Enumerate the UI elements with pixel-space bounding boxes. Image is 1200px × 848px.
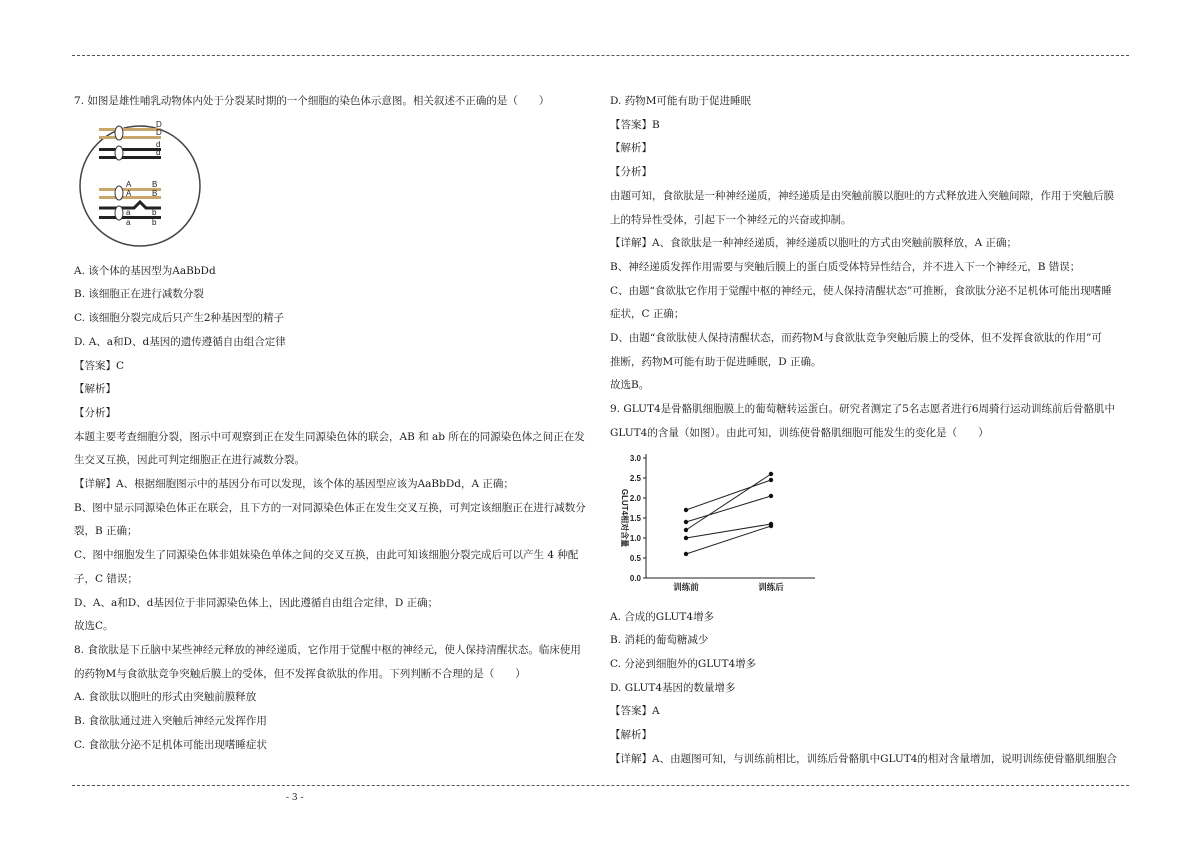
x-tick-label: 训练后 — [758, 581, 784, 592]
q8-option-d: D. 药物M可能有助于促进睡眠 — [610, 95, 751, 107]
q7-detail-line: D、A、a和D、d基因位于非同源染色体上，因此遵循自由组合定律，D 正确； — [74, 596, 439, 609]
q8-detail-line: D、由题“食欲肽使人保持清醒状态，而药物M与食欲肽竞争突触后膜上的受体，但不发挥食欲肽的作用”可 — [610, 332, 1102, 345]
q8-analysis-line: 由题可知，食欲肽是一种神经递质，神经递质是由突触前膜以胞吐的方式释放进入突触间隙，作用于突触后膜 — [610, 189, 1114, 202]
q7-detail-line: C、图中细胞发生了同源染色体非姐妹染色单体之间的交叉互换，由此可知该细胞分裂完成后可以产生 4 种配 — [74, 549, 579, 562]
data-point — [769, 471, 773, 475]
q8-analysis-line: 上的特异性受体，引起下一个神经元的兴奋或抑制。 — [610, 213, 852, 226]
gene-label: b — [152, 207, 157, 217]
page-number: - 3 - — [286, 793, 304, 803]
q9-detail-line: 【详解】A、由题图可知，与训练前相比，训练后骨骼肌中GLUT4的相对含量增加，说明训练使骨骼肌细胞合 — [610, 752, 1117, 765]
gene-label: b — [152, 217, 157, 227]
q7-detail-line: 【详解】A、根据细胞图示中的基因分布可以发现，该个体的基因型应该为AaBbDd，A 正确； — [74, 478, 514, 491]
data-point — [769, 477, 773, 481]
y-tick-label: 1.0 — [629, 533, 641, 543]
q8-answer: 【答案】B — [610, 118, 660, 131]
q7-fenxi-label: 【分析】 — [74, 406, 116, 419]
q9-option-b: B. 消耗的葡萄糖减少 — [610, 634, 709, 647]
gene-label: A — [126, 188, 132, 198]
gene-label: D — [156, 127, 162, 137]
q8-jiexi-label: 【解析】 — [610, 142, 652, 155]
q8-detail-line: 【详解】A、食欲肽是一种神经递质，神经递质以胞吐的方式由突触前膜释放，A 正确； — [610, 237, 1018, 250]
q8-fenxi-label: 【分析】 — [610, 166, 652, 179]
y-tick-label: 2.0 — [629, 493, 641, 503]
q9-option-d: D. GLUT4基因的数量增多 — [610, 681, 736, 694]
q7-detail-line: 裂，B 正确； — [74, 525, 138, 538]
data-point — [684, 527, 688, 531]
header-rule — [72, 55, 1129, 56]
q8-detail-line: C、由题“食欲肽它作用于觉醒中枢的神经元，使人保持清醒状态”可推断，食欲肽分泌不足机体可能出现嗜睡 — [610, 284, 1112, 297]
y-tick-label: 1.5 — [629, 513, 641, 523]
q7-jiexi-label: 【解析】 — [74, 383, 116, 396]
data-point — [769, 523, 773, 527]
y-tick-label: 2.5 — [629, 473, 641, 483]
q7-option-a: A. 该个体的基因型为AaBbDd — [74, 264, 216, 277]
chromosome-diagram — [74, 116, 234, 256]
gene-label: D — [156, 119, 162, 129]
q9-answer: 【答案】A — [610, 705, 660, 718]
glut4-chart — [610, 450, 825, 600]
gene-label: A — [126, 179, 132, 189]
q9-stem-line: 9. GLUT4是骨骼肌细胞膜上的葡萄糖转运蛋白。研究者测定了5名志愿者进行6周骑行运动训练前后骨骼肌中 — [610, 403, 1116, 416]
q7-analysis-line: 本题主要考查细胞分裂，图示中可观察到正在发生同源染色体的联会，AB 和 ab 所在的同源染色体之间正在发 — [74, 430, 585, 443]
data-point — [684, 551, 688, 555]
q8-option-b: B. 食欲肽通过进入突触后神经元发挥作用 — [74, 715, 267, 728]
gene-label: a — [126, 207, 131, 217]
q7-option-c: C. 该细胞分裂完成后只产生2种基因型的精子 — [74, 312, 285, 325]
x-tick-label: 训练前 — [673, 581, 699, 592]
y-tick-label: 0.5 — [629, 553, 641, 563]
q7-option-b: B. 该细胞正在进行减数分裂 — [74, 288, 204, 301]
series-line — [686, 474, 771, 530]
q8-stem-line: 8. 食欲肽是下丘脑中某些神经元释放的神经递质，它作用于觉醒中枢的神经元，使人保持清醒状态。临床使用 — [74, 643, 581, 656]
q7-detail-line: 故选C。 — [74, 620, 114, 633]
series-line — [686, 526, 771, 554]
gene-label: B — [152, 179, 158, 189]
q7-option-d: D. A、a和D、d基因的遗传遵循自由组合定律 — [74, 335, 286, 348]
q7-answer: 【答案】C — [74, 359, 125, 372]
data-point — [684, 519, 688, 523]
y-tick-label: 3.0 — [629, 453, 641, 463]
gene-label: B — [152, 188, 158, 198]
q8-detail-line: B、神经递质发挥作用需要与突触后膜上的蛋白质受体特异性结合，并不进入下一个神经元，B 错误； — [610, 260, 1081, 273]
series-line — [686, 524, 771, 538]
q8-detail-line: 推断，药物M可能有助于促进睡眠，D 正确。 — [610, 355, 822, 368]
left-column — [74, 90, 594, 757]
footer-rule — [72, 785, 1129, 786]
q9-option-c: C. 分泌到细胞外的GLUT4增多 — [610, 657, 757, 670]
data-point — [769, 493, 773, 497]
q7-analysis-line: 生交叉互换，因此可判定细胞正在进行减数分裂。 — [74, 454, 305, 467]
chromosome-figure — [74, 116, 594, 256]
q8-detail-line: 症状，C 正确； — [610, 308, 685, 321]
q8-option-c: C. 食欲肽分泌不足机体可能出现嗜睡症状 — [74, 738, 267, 751]
gene-label: a — [126, 217, 131, 227]
y-axis-label: GLUT4相对含量 — [620, 488, 629, 547]
gene-label: d — [156, 147, 161, 157]
q9-option-a: A. 合成的GLUT4增多 — [610, 610, 715, 623]
q8-stem-line: 的药物M与食欲肽竞争突触后膜上的受体，但不发挥食欲肽的作用。下列判断不合理的是（ ） — [74, 667, 526, 680]
y-tick-label: 0.0 — [629, 573, 641, 583]
q9-stem-line: GLUT4的含量（如图）。由此可知，训练使骨骼肌细胞可能发生的变化是（ ） — [610, 426, 989, 439]
q8-option-a: A. 食欲肽以胞吐的形式由突触前膜释放 — [74, 691, 257, 704]
series-line — [686, 496, 771, 522]
glut4-chart-svg — [610, 450, 825, 600]
gene-label: d — [156, 139, 161, 149]
q9-jiexi-label: 【解析】 — [610, 729, 652, 742]
right-column — [610, 90, 1130, 771]
data-point — [684, 535, 688, 539]
data-point — [684, 507, 688, 511]
series-line — [686, 480, 771, 510]
q7-detail-line: B、图中显示同源染色体正在联会，且下方的一对同源染色体正在发生交叉互换，可判定该细胞正在进行减数分 — [74, 501, 586, 514]
q7-detail-line: 子，C 错误； — [74, 572, 138, 585]
q7-stem: 7. 如图是雄性哺乳动物体内处于分裂某时期的一个细胞的染色体示意图。相关叙述不正确的是（ ） — [74, 95, 550, 107]
q8-detail-line: 故选B。 — [610, 379, 650, 392]
